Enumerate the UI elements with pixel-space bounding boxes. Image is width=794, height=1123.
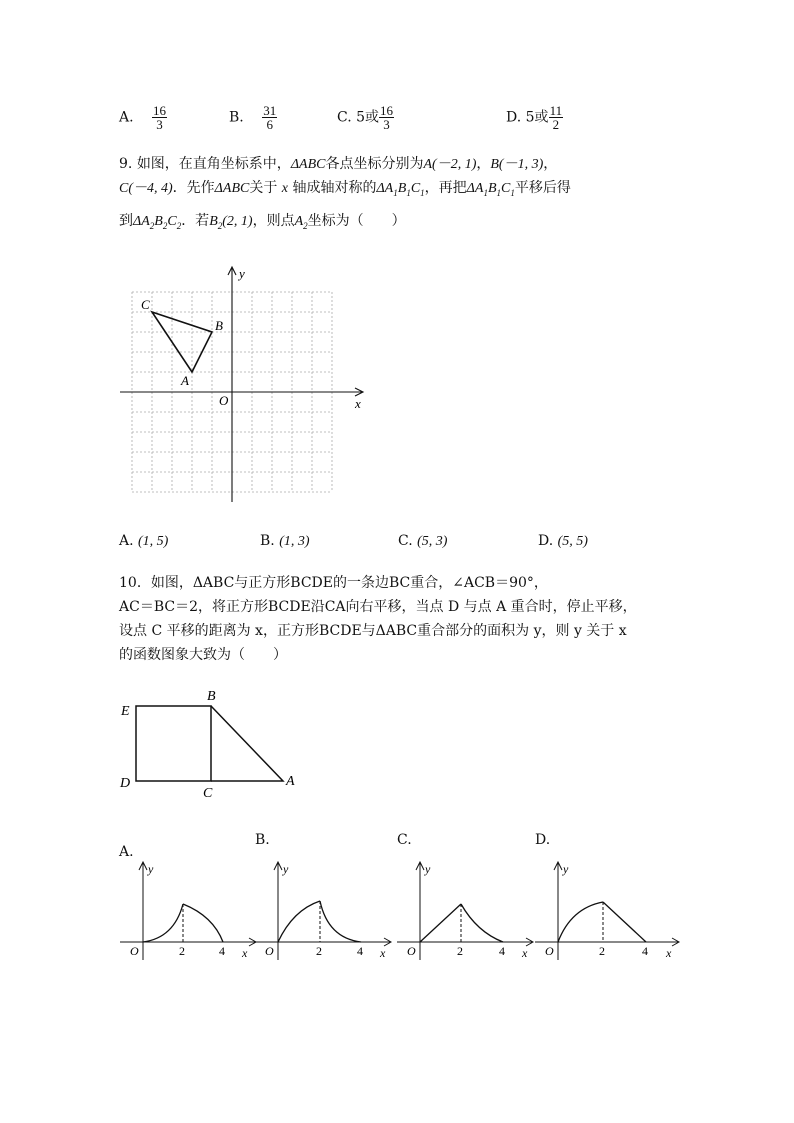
q10-line4: 的函数图象大致为（ ） xyxy=(119,647,287,663)
svg-text:B: B xyxy=(207,689,216,704)
origin-label: O xyxy=(219,393,229,408)
point-a-label: A xyxy=(181,373,189,388)
svg-text:x: x xyxy=(380,946,386,960)
svg-text:2: 2 xyxy=(599,944,605,958)
q10-option-c-label: C. xyxy=(397,832,412,848)
svg-text:A: A xyxy=(286,774,295,789)
triangle-abc xyxy=(152,312,212,372)
svg-text:4: 4 xyxy=(219,944,225,958)
q10-graph-c xyxy=(395,858,535,963)
svg-text:O: O xyxy=(545,944,554,958)
q10-option-a-label: A. xyxy=(119,844,134,860)
q10-square-triangle-figure xyxy=(115,685,305,800)
svg-text:4: 4 xyxy=(642,944,648,958)
q10-graph-a xyxy=(118,858,258,963)
square-bcde xyxy=(136,706,211,781)
q10-line3: 设点 C 平移的距离为 x，正方形BCDE与ΔABC重合部分的面积为 y，则 y 关于 x xyxy=(119,623,627,639)
q8-option-a: A. $\frac{16}{3}$ xyxy=(119,103,167,132)
q9-option-c: C. (5, 3) xyxy=(398,533,448,549)
svg-text:4: 4 xyxy=(499,944,505,958)
svg-text:x: x xyxy=(522,946,528,960)
q8-option-d: D. 5或 $\frac{11}{2}$ xyxy=(506,103,563,132)
q10-graph-d xyxy=(533,858,683,963)
svg-text:O: O xyxy=(265,944,274,958)
svg-text:y: y xyxy=(283,862,289,876)
q9-coordinate-figure xyxy=(115,262,375,507)
q9-option-a: A. (1, 5) xyxy=(119,533,169,549)
q9-line2: C(－4, 4)．先作ΔABC关于 x 轴成轴对称的$\Delta A_1B_1C_1$，再把$\Delta A_1B_1C_1$平移后得 xyxy=(119,180,571,198)
svg-text:y: y xyxy=(425,862,431,876)
svg-text:2: 2 xyxy=(316,944,322,958)
svg-text:C: C xyxy=(203,786,213,800)
point-c-label: C xyxy=(141,297,150,312)
q9-line3: 到$\Delta A_2B_2C_2$．若$B_2(2$, 1)，则点$A_2$坐标为（ ） xyxy=(119,213,406,231)
q9-option-d: D. (5, 5) xyxy=(538,533,588,549)
q10-graph-b xyxy=(253,858,393,963)
svg-text:2: 2 xyxy=(457,944,463,958)
svg-text:O: O xyxy=(130,944,139,958)
triangle-abc-10 xyxy=(211,706,283,781)
q10-line2: AC＝BC＝2，将正方形BCDE沿CA向右平移，当点 D 与点 A 重合时，停止平移， xyxy=(119,599,637,615)
svg-text:D: D xyxy=(120,776,131,791)
q8-option-b: B. $\frac{31}{6}$ xyxy=(229,103,277,132)
q10-line1: 10．如图，ΔABC与正方形BCDE的一条边BC重合，∠ACB＝90°， xyxy=(119,575,548,591)
q10-option-b-label: B. xyxy=(255,832,270,848)
q9-line1: 9. 如图，在直角坐标系中，ΔABC各点坐标分别为A(－2, 1)，B(－1, 3)， xyxy=(119,156,558,172)
svg-text:E: E xyxy=(121,704,130,719)
q8-option-c: C. 5或 $\frac{16}{3}$ xyxy=(337,103,394,132)
y-axis-label: y xyxy=(239,266,245,281)
svg-text:O: O xyxy=(407,944,416,958)
q10-option-d-label: D. xyxy=(535,832,551,848)
q9-option-b: B. (1, 3) xyxy=(260,533,310,549)
x-axis-label: x xyxy=(355,396,361,411)
axes xyxy=(120,267,363,502)
svg-text:4: 4 xyxy=(357,944,363,958)
point-b-label: B xyxy=(215,318,223,333)
svg-text:2: 2 xyxy=(179,944,185,958)
svg-text:x: x xyxy=(242,946,248,960)
svg-text:y: y xyxy=(563,862,569,876)
svg-text:y: y xyxy=(148,862,154,876)
svg-text:x: x xyxy=(666,946,672,960)
